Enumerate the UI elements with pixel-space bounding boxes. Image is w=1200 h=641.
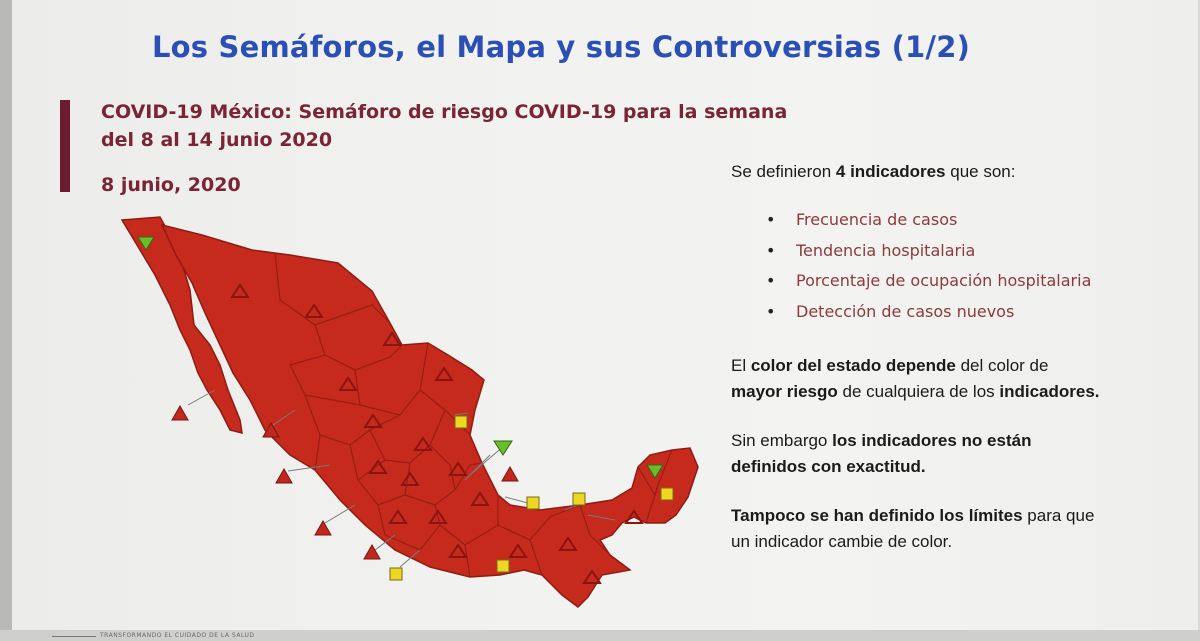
color-dependency-paragraph: El color del estado depende del color de mayor riesgo de cualquiera de los indicadores. — [731, 356, 1100, 401]
green-down-triangle-icon — [494, 441, 512, 455]
indicator-item: • Detección de casos nuevos — [766, 297, 1091, 328]
yellow-square-icon — [497, 560, 509, 572]
footer-text: TRANSFORMANDO EL CUIDADO DE LA SALUD — [100, 632, 255, 639]
footer-rule — [52, 636, 96, 637]
red-triangle-icon — [315, 521, 331, 535]
exactitude-paragraph: Sin embargo los indicadores no están definidos con exactitud. — [731, 431, 1032, 476]
indicator-list — [766, 205, 1091, 327]
limits-paragraph: Tampoco se han definido los límites para que un indicador cambie de color. — [731, 506, 1095, 551]
yellow-square-icon — [390, 568, 402, 580]
screen-edge — [0, 0, 12, 641]
map-date: 8 junio, 2020 — [101, 174, 241, 196]
red-triangle-icon — [364, 545, 380, 559]
mainland-mexico-shape — [162, 225, 698, 607]
slide-title: Los Semáforos, el Mapa y sus Controversias (1/2) — [152, 30, 971, 64]
accent-bar — [60, 100, 70, 192]
yellow-square-icon — [573, 493, 585, 505]
map-heading: COVID-19 México: Semáforo de riesgo COVID-19 para la semana del 8 al 14 junio 2020 — [101, 101, 788, 151]
red-triangle-icon — [502, 467, 518, 481]
mexico-risk-map — [110, 205, 710, 620]
yellow-square-icon — [661, 488, 673, 500]
indicator-item: • Frecuencia de casos — [766, 205, 1091, 236]
indicator-item: • Tendencia hospitalaria — [766, 236, 1091, 267]
yellow-square-icon — [455, 416, 467, 428]
intro-text: Se definieron 4 indicadores que son: — [731, 162, 1016, 181]
indicator-item: • Porcentaje de ocupación hospitalaria — [766, 266, 1091, 297]
yellow-square-icon — [527, 497, 539, 509]
red-triangle-icon — [172, 406, 188, 420]
